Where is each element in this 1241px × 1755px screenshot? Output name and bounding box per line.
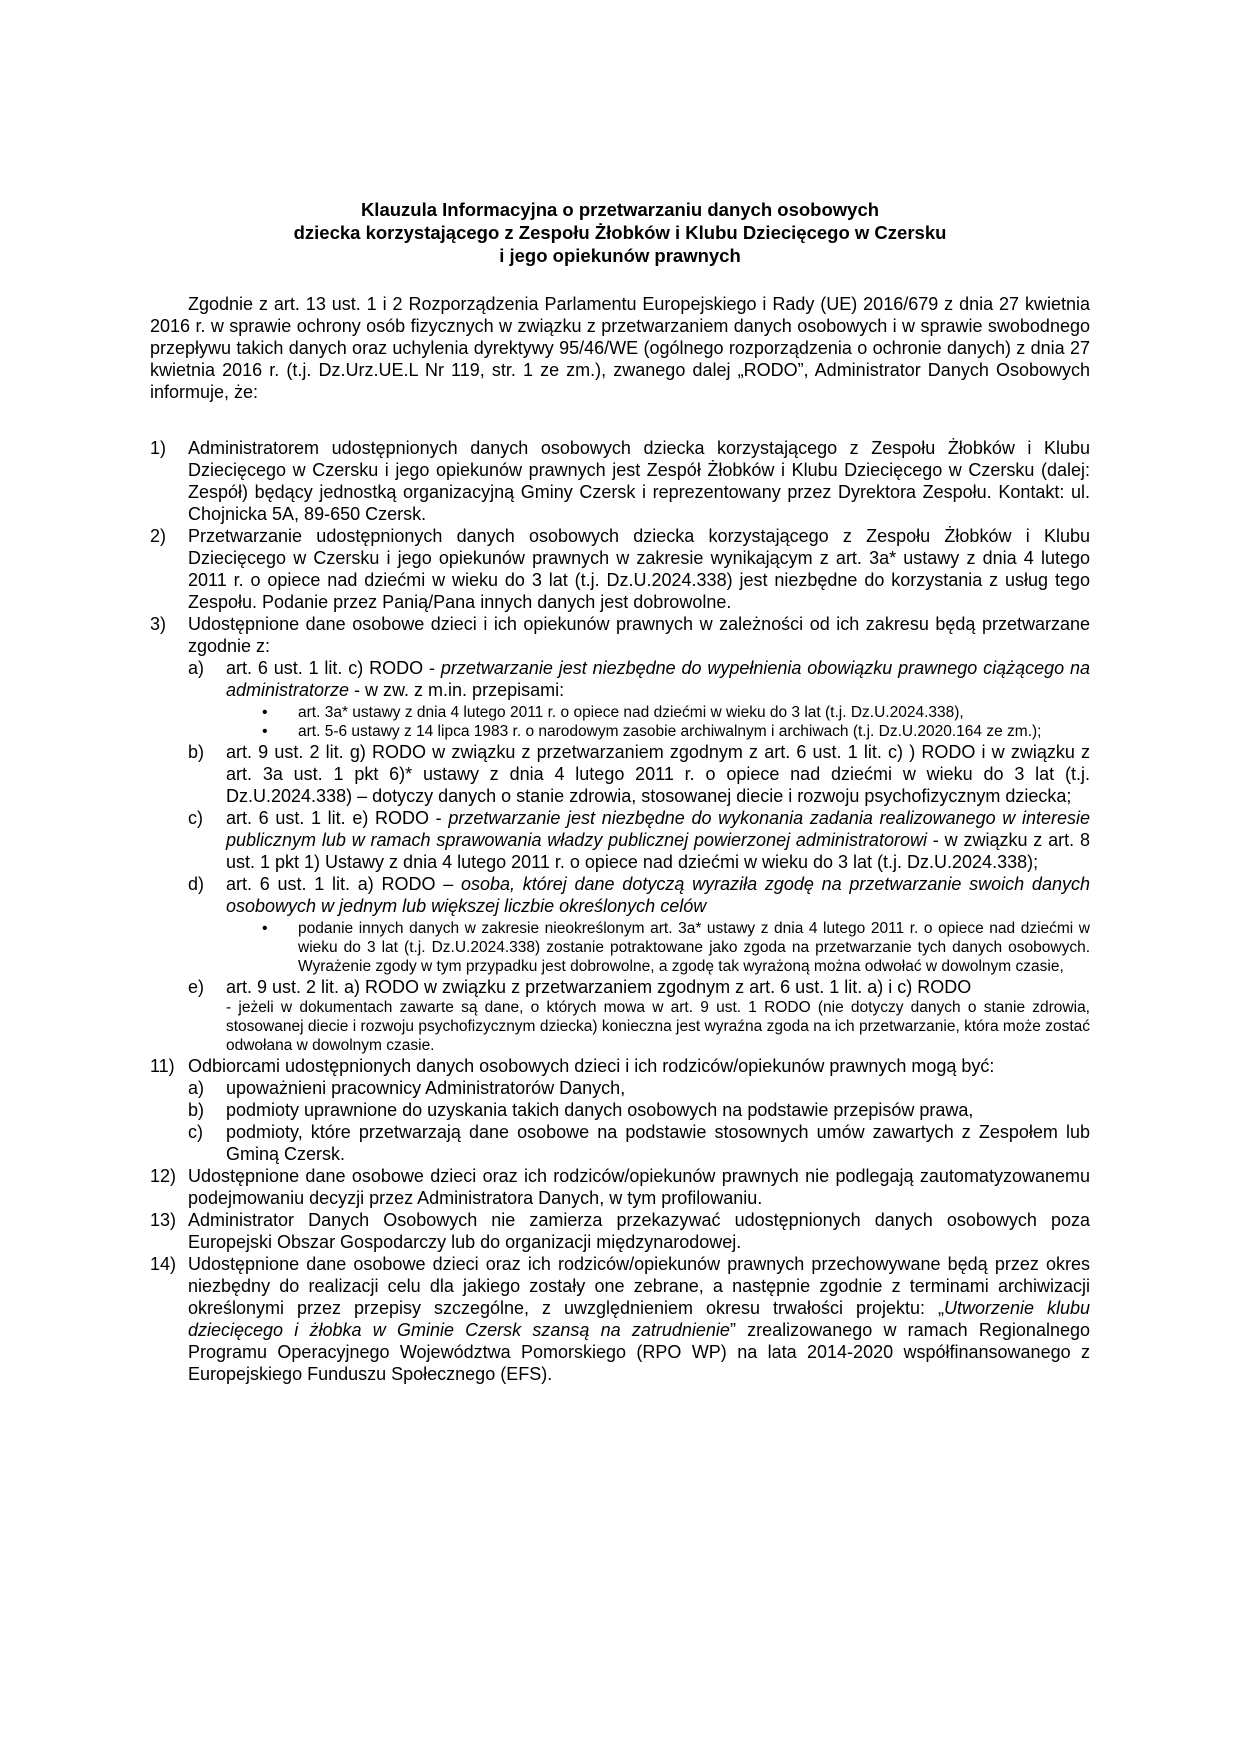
item-text: Administratorem udostępnionych danych osobowych dziecka korzystającego z Zespołu Żłobków i Klubu Dziecięcego w Czersku i jego opiekunów prawnych jest Zespół Żłobków i Klubu Dziecięcego w Czersku (dalej: Zespół) będący jednostką organizacyjną Gminy Czersk i reprezentowany przez Dyrektora Zespołu. Kontakt: ul. Chojnicka 5A, 89-650 Czersk. xyxy=(188,438,1090,524)
sub-item xyxy=(188,873,1090,976)
item-text-post: ” zrealizowanego w ramach Regionalnego Programu Operacyjnego Województwa Pomorskiego (RPO WP) na lata 2014-2020 współfinansowanego z Europejskiego Funduszu Społecznego (EFS). xyxy=(188,1320,1090,1384)
sub-item xyxy=(188,1077,1090,1099)
sub-item-letter: a) xyxy=(188,1078,205,1098)
sub-item-letter: c) xyxy=(188,1122,203,1142)
sub-item-letter: d) xyxy=(188,874,205,894)
bullet-list xyxy=(226,919,1090,976)
sub-item-letter: e) xyxy=(188,977,205,997)
item-number: 11) xyxy=(150,1056,175,1076)
document-title xyxy=(150,198,1090,267)
project-title-italic: Utworzenie klubu dziecięcego i żłobka w Gminie Czersk szansą na zatrudnienie xyxy=(188,1298,1091,1340)
item-number: 13) xyxy=(150,1210,177,1230)
sub-item xyxy=(188,1099,1090,1121)
item-text: Udostępnione dane osobowe dzieci i ich opiekunów prawnych w zależności od ich zakresu będą przetwarzane zgodnie z: xyxy=(188,614,1090,656)
sub-item-text: art. 6 ust. 1 lit. a) RODO – xyxy=(226,874,461,894)
item-text: Przetwarzanie udostępnionych danych osobowych dziecka korzystającego z Zespołu Żłobków i Klubu Dziecięcego w Czersku i jego opiekunów prawnych w zakresie wynikającym z art. 3a* ustawy z dnia 4 lutego 2011 r. o opiece nad dziećmi w wieku do 3 lat (t.j. Dz.U.2024.338) jest niezbędne do korzystania z usług tego Zespołu. Podanie przez Panią/Pana innych danych jest dobrowolne. xyxy=(188,526,1090,612)
sub-item-text: upoważnieni pracownicy Administratorów Danych, xyxy=(226,1078,626,1098)
sub-item xyxy=(188,807,1090,873)
list-item xyxy=(150,1209,1090,1253)
title-line-1: Klauzula Informacyjna o przetwarzaniu danych osobowych xyxy=(360,199,880,220)
clause-list xyxy=(150,437,1090,1385)
item-text: Odbiorcami udostępnionych danych osobowych dzieci i ich rodziców/opiekunów prawnych mogą być: xyxy=(188,1056,995,1076)
sub-item-letter: b) xyxy=(188,742,205,762)
bullet-item: • art. 3a* ustawy z dnia 4 lutego 2011 r. o opiece nad dziećmi w wieku do 3 lat (t.j. Dz.U.2024.338), xyxy=(262,703,1090,722)
sub-item-text: art. 6 ust. 1 lit. c) RODO - xyxy=(226,658,441,678)
list-item xyxy=(150,613,1090,1055)
sub-item-text: art. 6 ust. 1 lit. e) RODO - xyxy=(226,808,449,828)
list-item xyxy=(150,525,1090,613)
bullet-item: • art. 5-6 ustawy z 14 lipca 1983 r. o narodowym zasobie archiwalnym i archiwach (t.j. Dz.U.2020.164 ze zm.); xyxy=(262,722,1090,741)
item-text: Udostępnione dane osobowe dzieci oraz ich rodziców/opiekunów prawnych nie podlegają zautomatyzowanemu podejmowaniu decyzji przez Administratora Danych, w tym profilowaniu. xyxy=(188,1166,1090,1208)
list-item xyxy=(150,1055,1090,1165)
list-item xyxy=(150,1253,1090,1385)
item-number: 1) xyxy=(150,438,167,458)
sub-item xyxy=(188,976,1090,1055)
intro-paragraph: Zgodnie z art. 13 ust. 1 i 2 Rozporządzenia Parlamentu Europejskiego i Rady (UE) 2016/679 z dnia 27 kwietnia 2016 r. w sprawie ochrony osób fizycznych w związku z przetwarzaniem danych osobowych i w sprawie swobodnego przepływu takich danych oraz uchylenia dyrektywy 95/46/WE (ogólnego rozporządzenia o ochronie danych) z dnia 27 kwietnia 2016 r. (t.j. Dz.Urz.UE.L Nr 119, str. 1 ze zm.), zwanego dalej „RODO”, Administrator Danych Osobowych informuje, że: xyxy=(150,294,1090,402)
sub-item-text-post: - w zw. z m.in. przepisami: xyxy=(349,680,565,700)
sub-item-text: podmioty, które przetwarzają dane osobowe na podstawie stosownych umów zawartych z Zespołem lub Gminą Czersk. xyxy=(226,1122,1090,1164)
sub-item-text: art. 9 ust. 2 lit. a) RODO w związku z przetwarzaniem zgodnym z art. 6 ust. 1 lit. a) i c) RODO xyxy=(226,977,972,997)
list-item xyxy=(150,1165,1090,1209)
item-number: 12) xyxy=(150,1166,177,1186)
sub-item-text: podmioty uprawnione do uzyskania takich danych osobowych na podstawie przepisów prawa, xyxy=(226,1100,974,1120)
item-number: 3) xyxy=(150,614,167,634)
list-item xyxy=(150,437,1090,525)
sub-item-italic: przetwarzanie jest niezbędne do wykonania zadania realizowanego w interesie publicznym lub w ramach sprawowania władzy publicznej powierzonej administratorowi xyxy=(226,808,1090,850)
item-text: Administrator Danych Osobowych nie zamierza przekazywać udostępnionych danych osobowych poza Europejski Obszar Gospodarczy lub do organizacji międzynarodowej. xyxy=(188,1210,1090,1252)
sub-item-letter: a) xyxy=(188,658,205,678)
sub-item-text-post: - w związku z art. 8 ust. 1 pkt 1) Ustawy z dnia 4 lutego 2011 r. o opiece nad dziećmi w wieku do 3 lat (t.j. Dz.U.2024.338); xyxy=(226,830,1090,872)
sub-item xyxy=(188,657,1090,741)
bullet-item: • podanie innych danych w zakresie nieokreślonym art. 3a* ustawy z dnia 4 lutego 2011 r. o opiece nad dziećmi w wieku do 3 lat (t.j. Dz.U.2024.338) zostanie potraktowane jako zgoda na przetwarzanie tych danych osobowych. Wyrażenie zgody w tym przypadku jest dobrowolne, a zgodę tak wyrażoną można odwołać w dowolnym czasie, xyxy=(262,919,1090,976)
sub-item-letter: c) xyxy=(188,808,203,828)
title-line-2: dziecka korzystającego z Zespołu Żłobków i Klubu Dziecięcego w Czersku xyxy=(293,222,947,243)
sub-item-italic: przetwarzanie jest niezbędne do wypełnienia obowiązku prawnego ciążącego na administratorze xyxy=(226,658,1090,700)
item-text: Udostępnione dane osobowe dzieci oraz ich rodziców/opiekunów prawnych przechowywane będą przez okres niezbędny do realizacji celu dla jakiego zostały one zebrane, a następnie zgodnie z terminami archiwizacji określonymi przez przepisy szczególne, z uwzględnieniem okresu trwałości projektu: „ xyxy=(188,1254,1090,1318)
item-number: 2) xyxy=(150,526,167,546)
sub-item xyxy=(188,1121,1090,1165)
bullet-list xyxy=(226,703,1090,741)
sub-item-note: - jeżeli w dokumentach zawarte są dane, o których mowa w art. 9 ust. 1 RODO (nie dotyczy danych o stanie zdrowia, stosowanej diecie i rozwoju psychofizycznym dziecka) konieczna jest wyraźna zgoda na ich przetwarzanie, która może zostać odwołana w dowolnym czasie. xyxy=(226,999,1090,1054)
title-line-3: i jego opiekunów prawnych xyxy=(499,245,741,266)
item-number: 14) xyxy=(150,1254,177,1274)
sub-item-text: art. 9 ust. 2 lit. g) RODO w związku z przetwarzaniem zgodnym z art. 6 ust. 1 lit. c) ) RODO i w związku z art. 3a ust. 1 pkt 6)* ustawy z dnia 4 lutego 2011 r. o opiece nad dziećmi w wieku do 3 lat (t.j. Dz.U.2024.338) – dotyczy danych o stanie zdrowia, stosowanej diecie i rozwoju psychofizycznym dziecka; xyxy=(226,742,1090,806)
sub-item-italic: osoba, której dane dotyczą wyraziła zgodę na przetwarzanie swoich danych osobowych w jednym lub większej liczbie określonych celów xyxy=(226,874,1090,916)
sub-item-letter: b) xyxy=(188,1100,205,1120)
sub-item xyxy=(188,741,1090,807)
